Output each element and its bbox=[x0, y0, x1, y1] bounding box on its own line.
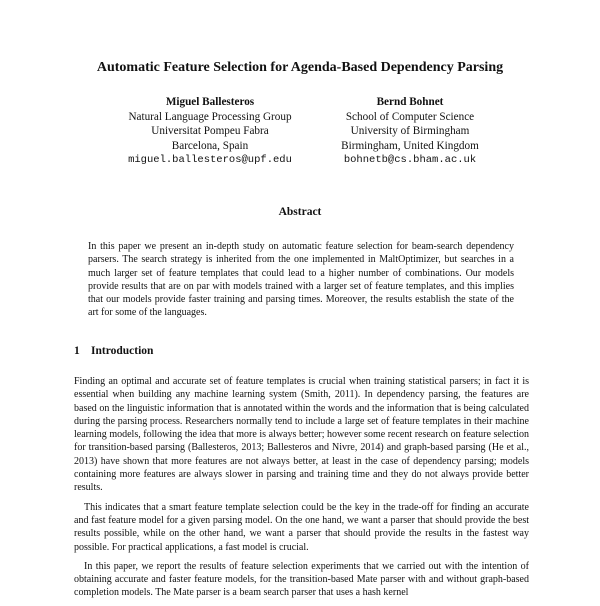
author-block-1 bbox=[95, 95, 325, 168]
author-name: Bernd Bohnet bbox=[376, 96, 444, 108]
section-body bbox=[74, 375, 529, 606]
section-number: 1 bbox=[74, 345, 80, 357]
abstract-text: In this paper we present an in-depth study on automatic feature selection for beam-search dependency parsers. The search strategy is inherited from the one implemented in MaltOptimizer, but searches in a much larger set of feature templates that could lead to a higher number of combinations. Our models provide results that are on par with models trained with a larger set of feature templates, and this implies that our models provide faster training and parsing times. Moreover, the results establish the state of the art for some of the languages. bbox=[88, 241, 514, 319]
author-block-2 bbox=[305, 95, 515, 168]
author-affiliation-line: School of Computer Science bbox=[345, 110, 475, 123]
body-paragraph: Finding an optimal and accurate set of feature templates is crucial when training statistical parsers; in fact it is essential when building any machine learning system (Smith, 2011). In dependency parsing, the features are based on the linguistic information that is annotated within the words and the information that is being calculated during the parsing process. Researchers normally tend to include a large set of feature templates in their machine learning models, following the idea that more is always better; however some recent research on feature selection for transition-based parsing (Ballesteros, 2013; Ballesteros and Nivre, 2014) and graph-based parsing (He et al., 2013) have shown that more features are not always better, at least in the case of dependency parsing; models containing more features are always slower in parsing and training time and they do not always provide better results. bbox=[74, 376, 529, 494]
section-title: Introduction bbox=[91, 345, 154, 357]
author-affiliation-line: Natural Language Processing Group bbox=[128, 110, 292, 123]
body-paragraph: This indicates that a smart feature template selection could be the key in the trade-off for finding an accurate and fast feature model for a given parsing model. On the one hand, we want a parser that should provide the best results possible, while on the other hand, we want a parser that should provide the results in the fastest way possible. For practical applications, a fast model is crucial. bbox=[74, 501, 529, 553]
author-email: bohnetb@cs.bham.ac.uk bbox=[343, 154, 477, 166]
author-name: Miguel Ballesteros bbox=[165, 96, 255, 108]
author-affiliation-line: Birmingham, United Kingdom bbox=[341, 139, 479, 152]
body-paragraph: In this paper, we report the results of feature selection experiments that we carried out with the intention of obtaining accurate and faster feature models, for the transition-based Mate parser with and without graph-based completion models. The Mate parser is a beam search parser that uses a hash kernel bbox=[74, 560, 529, 599]
abstract-heading: Abstract bbox=[278, 206, 322, 218]
paper-title: Automatic Feature Selection for Agenda-Based Dependency Parsing bbox=[96, 60, 504, 75]
author-affiliation-line: University of Birmingham bbox=[350, 125, 470, 137]
author-affiliation-line: Barcelona, Spain bbox=[171, 139, 249, 152]
author-email: miguel.ballesteros@upf.edu bbox=[128, 154, 292, 166]
section-heading bbox=[74, 345, 153, 357]
author-affiliation-line: Universitat Pompeu Fabra bbox=[151, 125, 269, 137]
